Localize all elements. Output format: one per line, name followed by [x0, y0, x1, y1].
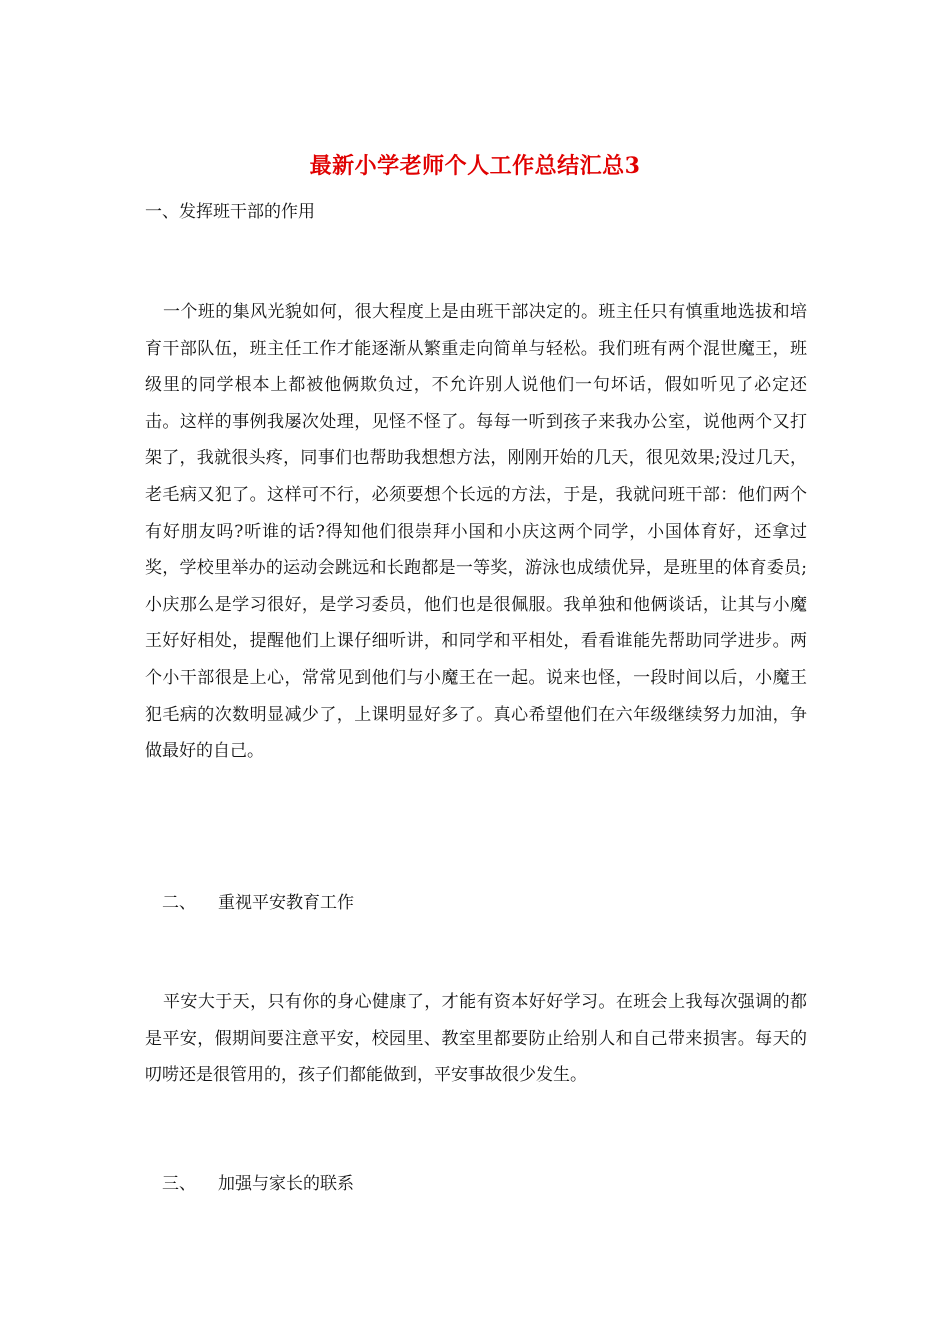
section-heading-text-3: 加强与家长的联系 [218, 1174, 354, 1194]
section-heading-text-1: 发挥班干部的作用 [179, 202, 315, 222]
section-number-3: 三、 [162, 1174, 196, 1194]
document-title: 最新小学老师个人工作总结汇总3 [309, 153, 641, 179]
section-paragraph-2: 平安大于天，只有你的身心健康了，才能有资本好好学习。在班会上我每次强调的都是平安，假期间要注意平安，校园里、教室里都要防止给别人和自己带来损害。每天的叨唠还是很管用的，孩子们都能做到，平安事故很少发生。 [145, 992, 807, 1086]
section-heading-3 [162, 1171, 354, 1197]
section-heading-text-2: 重视平安教育工作 [218, 893, 354, 913]
section-number-1: 一、 [145, 202, 179, 222]
section-number-2: 二、 [162, 893, 196, 913]
section-paragraph-1: 一个班的集风光貌如何，很大程度上是由班干部决定的。班主任只有慎重地选拔和培育干部队伍，班主任工作才能逐渐从繁重走向简单与轻松。我们班有两个混世魔王，班级里的同学根本上都被他俩欺负过，不允许别人说他们一句坏话，假如听见了必定还击。这样的事例我屡次处理，见怪不怪了。每每一听到孩子来我办公室，说他两个又打架了，我就很头疼，同事们也帮助我想想方法，刚刚开始的几天，很见效果;没过几天，老毛病又犯了。这样可不行，必须要想个长远的方法，于是，我就问班干部：他们两个有好朋友吗?听谁的话?得知他们很崇拜小国和小庆这两个同学，小国体育好，还拿过奖，学校里举办的运动会跳远和长跑都是一等奖，游泳也成绩优异，是班里的体育委员;小庆那么是学习很好，是学习委员，他们也是很佩服。我单独和他俩谈话，让其与小魔王好好相处，提醒他们上课仔细听讲，和同学和平相处，看看谁能先帮助同学进步。两个小干部很是上心，常常见到他们与小魔王在一起。说来也怪，一段时间以后，小魔王犯毛病的次数明显减少了，上课明显好多了。真心希望他们在六年级继续努力加油，争做最好的自己。 [145, 302, 807, 762]
section-heading-2 [162, 890, 354, 916]
section-heading-1 [145, 199, 315, 225]
